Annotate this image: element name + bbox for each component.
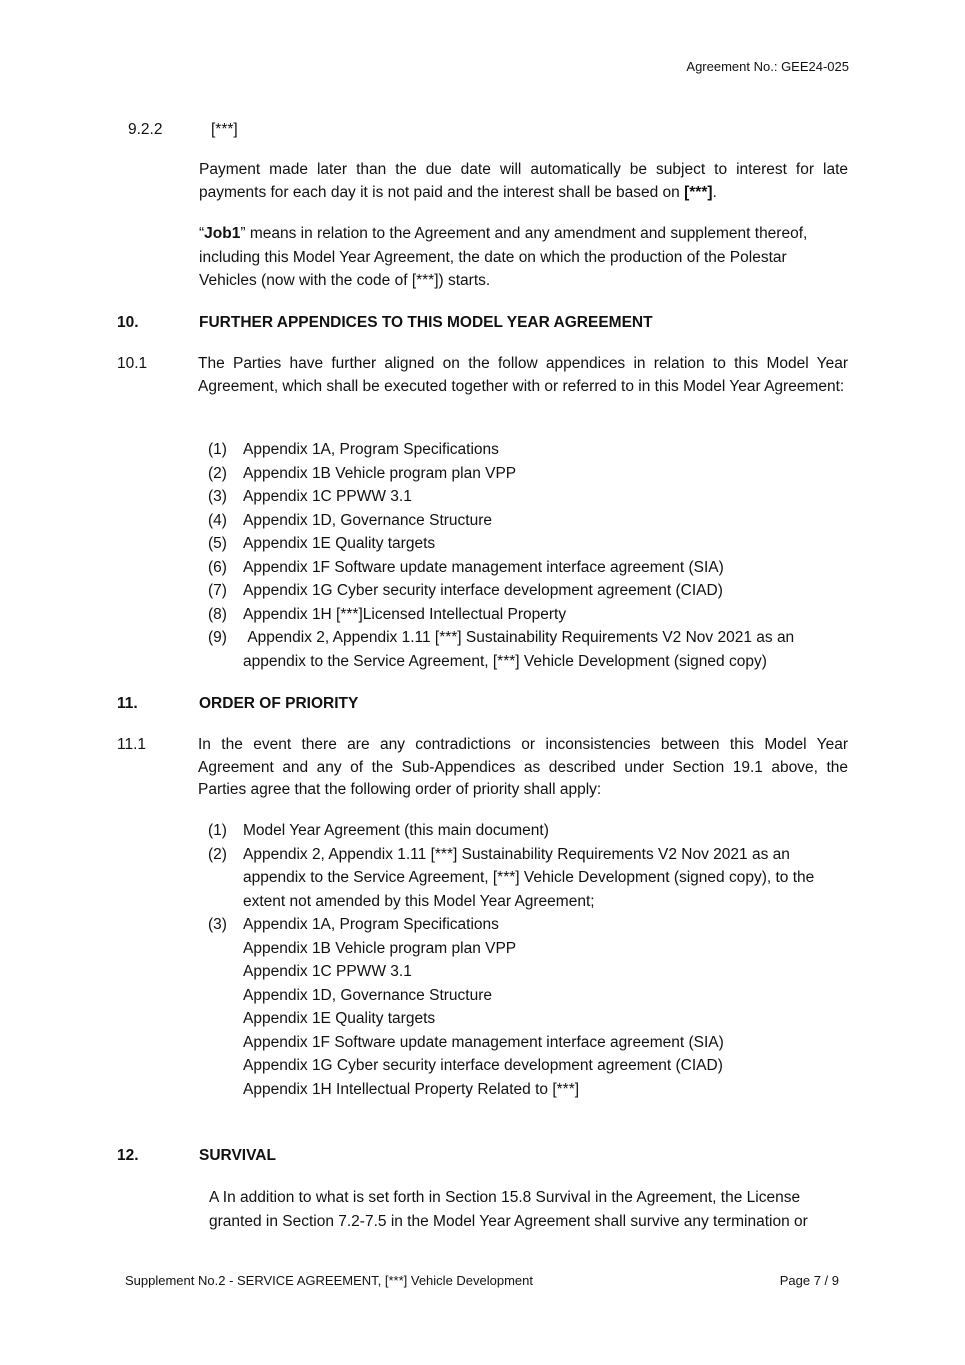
- section-11-1-text: In the event there are any contradictions or inconsistencies between this Model Year Agreement and any of the Sub-Appendices as described under Section 19.1 above, the Parties agree that the following order of priority shall apply:: [198, 736, 848, 798]
- section-10-title: FURTHER APPENDICES TO THIS MODEL YEAR AGREEMENT: [199, 314, 653, 331]
- list-item-number: (9): [208, 629, 227, 646]
- list-item: [208, 438, 838, 462]
- list-item: [208, 626, 838, 673]
- appendices-list: [208, 438, 838, 673]
- list-item-line: Appendix 1G Cyber security interface development agreement (CIAD): [243, 1057, 723, 1074]
- job1-definition-text: ” means in relation to the Agreement and any amendment and supplement thereof, including this Model Year Agreement, the date on which the production of the Polestar Vehicles (now with the code of [***]) starts.: [199, 225, 808, 289]
- list-item: [208, 843, 833, 914]
- redacted-value: [***]: [211, 121, 238, 138]
- list-item-line: Appendix 1E Quality targets: [243, 1010, 436, 1027]
- late-payment-period: .: [712, 183, 717, 201]
- list-item-number: (6): [208, 558, 227, 576]
- job1-definition: [199, 222, 839, 293]
- list-item-text: Appendix 1F Software update management interface agreement (SIA): [243, 558, 724, 576]
- job1-term: Job1: [204, 225, 241, 242]
- list-item-text: Appendix 2, Appendix 1.11 [***] Sustainability Requirements V2 Nov 2021 as an appendix to the Service Agreement, [***] Vehicle Development (signed copy), to the extent not amended by this Model Year Agreement;: [243, 845, 815, 910]
- list-item-line: Appendix 1H Intellectual Property Related to [***]: [243, 1080, 580, 1098]
- list-item: [208, 913, 833, 1101]
- list-item-line: Appendix 1A, Program Specifications: [243, 916, 499, 933]
- late-payment-paragraph: [199, 159, 848, 204]
- list-item-number: (1): [208, 822, 227, 839]
- footer-document-title: Supplement No.2 - SERVICE AGREEMENT, [***] Vehicle Development: [125, 1273, 534, 1288]
- list-item: [208, 485, 838, 509]
- survival-text: A In addition to what is set forth in Section 15.8 Survival in the Agreement, the License granted in Section 7.2-7.5 in the Model Year Agreement shall survive any termination or: [209, 1189, 808, 1230]
- list-item-text: Appendix 2, Appendix 1.11 [***] Sustainability Requirements V2 Nov 2021 as an appendix to the Service Agreement, [***] Vehicle Development (signed copy): [243, 629, 799, 670]
- section-12-title: SURVIVAL: [199, 1147, 276, 1164]
- section-11-1-number: 11.1: [117, 736, 147, 753]
- section-10-1-text: The Parties have further aligned on the follow appendices in relation to this Model Year Agreement, which shall be executed together with or referred to in this Model Year Agreement:: [198, 355, 848, 395]
- list-item-text: Model Year Agreement (this main document): [243, 822, 549, 839]
- list-item-number: (7): [208, 582, 227, 599]
- list-item-number: (3): [208, 488, 227, 505]
- list-item-number: (8): [208, 605, 227, 623]
- late-payment-text: Payment made later than the due date will automatically be subject to interest for late payments for each day it is not paid and the interest shall be based on: [199, 161, 848, 201]
- list-item-text: Appendix 1A, Program Specifications: [243, 441, 499, 458]
- list-item: [208, 509, 838, 533]
- list-item-text: Appendix 1C PPWW 3.1: [243, 488, 412, 505]
- list-item-text: Appendix 1H [***]Licensed Intellectual Property: [243, 605, 567, 623]
- section-11-title: ORDER OF PRIORITY: [199, 695, 359, 712]
- quote-open: “: [199, 225, 205, 242]
- list-item: [208, 532, 838, 556]
- section-number-9-2-2: 9.2.2: [128, 121, 163, 138]
- list-item-line: Appendix 1D, Governance Structure: [243, 986, 492, 1004]
- interest-redaction: [***]: [684, 183, 713, 201]
- list-item-line: Appendix 1F Software update management interface agreement (SIA): [243, 1033, 724, 1051]
- list-item-number: (4): [208, 511, 227, 529]
- list-item: [208, 579, 838, 603]
- list-item: [208, 556, 838, 580]
- list-item: [208, 462, 838, 486]
- list-item-line: Appendix 1C PPWW 3.1: [243, 963, 412, 980]
- list-item-text: Appendix 1E Quality targets: [243, 535, 436, 552]
- list-item-line: Appendix 1B Vehicle program plan VPP: [243, 939, 517, 957]
- list-item: [208, 603, 838, 627]
- section-11-number: 11.: [117, 695, 138, 712]
- agreement-number: Agreement No.: GEE24-025: [686, 59, 849, 74]
- priority-list: [208, 819, 833, 1101]
- list-item-number: (3): [208, 916, 227, 933]
- list-item-text: Appendix 1B Vehicle program plan VPP: [243, 464, 517, 482]
- page-number: Page 7 / 9: [779, 1273, 839, 1288]
- list-item-number: (5): [208, 535, 227, 552]
- list-item-text: Appendix 1G Cyber security interface development agreement (CIAD): [243, 582, 723, 599]
- section-12-number: 12.: [117, 1147, 139, 1164]
- list-item-number: (2): [208, 845, 227, 863]
- section-10-1-number: 10.1: [117, 355, 148, 372]
- list-item-number: (1): [208, 441, 227, 458]
- list-item: [208, 819, 833, 843]
- list-item-text: Appendix 1D, Governance Structure: [243, 511, 492, 529]
- section-10-number: 10.: [117, 314, 139, 331]
- list-item-number: (2): [208, 464, 227, 482]
